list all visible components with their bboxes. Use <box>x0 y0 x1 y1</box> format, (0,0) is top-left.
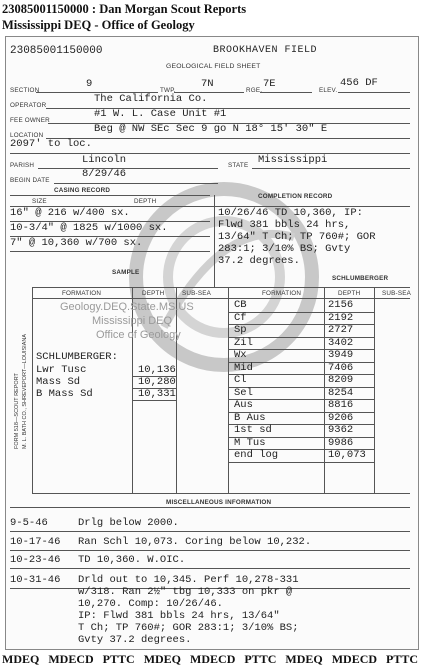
schl-depth: 8254 <box>328 386 354 399</box>
schl-formation: CB <box>234 299 247 311</box>
casing-line-3: 7" @ 10,360 w/700 sx. <box>10 237 143 249</box>
completion-line-1: 10/26/46 TD 10,360, IP: <box>218 207 363 219</box>
schl-depth: 3949 <box>328 349 354 361</box>
completion-line-5: 37.2 degrees. <box>218 255 300 267</box>
scout-card <box>5 36 419 650</box>
misc-text: IP: Flwd 381 bbls 24 hrs, 13/64" <box>78 610 280 622</box>
watermark-line1: Geology.DEQ.State.MS.US <box>60 301 194 313</box>
sample-formation: B Mass Sd <box>36 388 93 400</box>
misc-info-label: MISCELLANEOUS INFORMATION <box>166 499 272 506</box>
fee-owner-value: #1 W. L. Case Unit #1 <box>94 108 227 120</box>
sample-depth: 10,280 <box>138 376 176 388</box>
misc-text: Drld out to 10,345. Perf 10,278-331 <box>78 574 299 586</box>
report-subtitle: Mississippi DEQ - Office of Geology <box>2 18 195 32</box>
misc-date: 10-17-46 <box>10 536 61 548</box>
begin-date-value: 8/29/46 <box>82 168 127 180</box>
parish-label: PARISH <box>10 162 35 169</box>
completion-line-2: Flwd 381 bbls 24 hrs, <box>218 219 351 231</box>
schl-formation: end log <box>234 449 279 461</box>
casing-depth-label: DEPTH <box>134 198 157 205</box>
schl-depth: 2156 <box>328 299 354 311</box>
schl-depth: 2192 <box>328 311 354 324</box>
schl-depth: 8209 <box>328 374 354 386</box>
misc-text: T Ch; TP 760#; GOR 283:1; 3/10% BS; <box>78 622 299 634</box>
sample-formation: Mass Sd <box>36 376 81 388</box>
schlumberger-label: SCHLUMBERGER <box>332 275 389 282</box>
api-number: 23085001150000 <box>10 45 103 57</box>
footer-item: MDECD <box>331 652 378 666</box>
schl-formation: Zil <box>234 336 253 349</box>
sample-depth: 10,331 <box>138 388 176 400</box>
footer-item: MDECD <box>48 652 94 666</box>
schl-depth: 8816 <box>328 399 354 411</box>
misc-text: Gvty 37.2 degrees. <box>78 634 192 646</box>
printer-side-text: M. L. BATH CO., SHREVEPORT—LOUISIANA <box>22 333 28 449</box>
location-label: LOCATION <box>10 132 44 139</box>
schl-formation: M Tus <box>234 436 266 449</box>
casing-size-label: SIZE <box>32 198 47 205</box>
state-value: Mississippi <box>258 154 328 166</box>
sample-subsea-header: SUB-SEA <box>182 290 212 297</box>
operator-label: OPERATOR <box>10 102 47 109</box>
schl-formation: 1st sd <box>234 424 272 436</box>
sample-formation: Lwr Tusc <box>36 364 87 376</box>
watermark-line3: Office of Geology <box>96 329 181 341</box>
footer-links <box>2 652 420 667</box>
schl-formation: Cl <box>234 374 247 386</box>
schl-depth: 2727 <box>328 324 354 336</box>
schl-depth: 7406 <box>328 361 354 374</box>
footer-item: PTTC <box>386 652 419 666</box>
footer-item: MDEQ <box>143 652 182 666</box>
casing-line-1: 16" @ 216 w/400 sx. <box>10 207 130 219</box>
state-label: STATE <box>228 162 249 169</box>
schl-depth: 9986 <box>328 436 354 449</box>
schl-depth: 9206 <box>328 411 354 424</box>
footer-item: MDEQ <box>285 652 323 666</box>
parish-value: Lincoln <box>82 154 127 166</box>
footer-item: PTTC <box>102 652 135 666</box>
sheet-title: GEOLOGICAL FIELD SHEET <box>166 63 261 70</box>
completion-record-label: COMPLETION RECORD <box>258 193 333 200</box>
location-line2: 2097' to loc. <box>10 138 92 150</box>
schl-subsea-header: SUB-SEA <box>382 290 412 297</box>
sample-formation-header: FORMATION <box>62 290 102 297</box>
sample-label: SAMPLE <box>112 269 140 276</box>
field-name: BROOKHAVEN FIELD <box>213 45 318 56</box>
schl-formation-header: FORMATION <box>262 290 302 297</box>
sample-heading: SCHLUMBERGER: <box>36 351 118 363</box>
operator-value: The California Co. <box>94 93 208 105</box>
schl-formation: Sel <box>234 386 253 399</box>
misc-date: 9-5-46 <box>10 517 48 529</box>
casing-line-2: 10-3/4" @ 1825 w/1000 sx. <box>10 222 168 234</box>
schl-formation: Mid <box>234 361 253 374</box>
report-title: 23085001150000 : Dan Morgan Scout Reports <box>2 2 247 16</box>
schl-depth: 3402 <box>328 336 354 349</box>
misc-text: w/318. Ran 2½" tbg 10,333 on pkr @ <box>78 586 293 598</box>
elev-value: 456 DF <box>340 77 378 89</box>
twp-label: TWP. <box>160 87 176 94</box>
schl-depth: 9362 <box>328 424 354 436</box>
watermark-line2: Mississippi DEQ <box>92 315 173 327</box>
schl-formation: B Aus <box>234 411 266 424</box>
schl-formation: Wx <box>234 349 247 361</box>
schl-formation: Cf <box>234 311 247 324</box>
completion-line-3: 13/64" T Ch; TP 760#; GOR <box>218 231 376 243</box>
section-value: 9 <box>86 78 93 90</box>
misc-text: Ran Schl 10,073. Coring below 10,232. <box>78 536 312 548</box>
section-label: SECTION <box>10 87 40 94</box>
location-line1: Beg @ NW SEc Sec 9 go N 18° 15' 30" E <box>94 123 328 135</box>
misc-text: 10,270. Comp: 10/26/46. <box>78 598 223 610</box>
completion-line-4: 283:1; 3/10% BS; Gvty <box>218 243 351 255</box>
misc-text: Drlg below 2000. <box>78 517 179 529</box>
sample-depth-header: DEPTH <box>142 290 165 297</box>
footer-item: MDEQ <box>2 652 40 666</box>
twp-value: 7N <box>201 78 214 90</box>
schl-depth: 10,073 <box>328 449 366 461</box>
footer-item: PTTC <box>244 652 277 666</box>
begin-date-label: BEGIN DATE <box>10 177 50 184</box>
fee-owner-label: FEE OWNER <box>10 117 50 124</box>
schl-depth-header: DEPTH <box>338 290 361 297</box>
rge-label: RGE. <box>246 87 263 94</box>
misc-date: 10-23-46 <box>10 554 61 566</box>
misc-date: 10-31-46 <box>10 574 61 586</box>
rge-value: 7E <box>263 78 276 90</box>
elev-label: ELEV. <box>319 87 338 94</box>
sample-depth: 10,136 <box>138 364 176 376</box>
misc-text: TD 10,360. W.OIC. <box>78 554 186 566</box>
footer-item: MDECD <box>190 652 236 666</box>
form-number-side-text: FORM 518—SCOUT REPORT <box>14 373 20 449</box>
schl-formation: Aus <box>234 399 253 411</box>
casing-record-label: CASING RECORD <box>54 187 111 194</box>
schl-formation: Sp <box>234 324 247 336</box>
